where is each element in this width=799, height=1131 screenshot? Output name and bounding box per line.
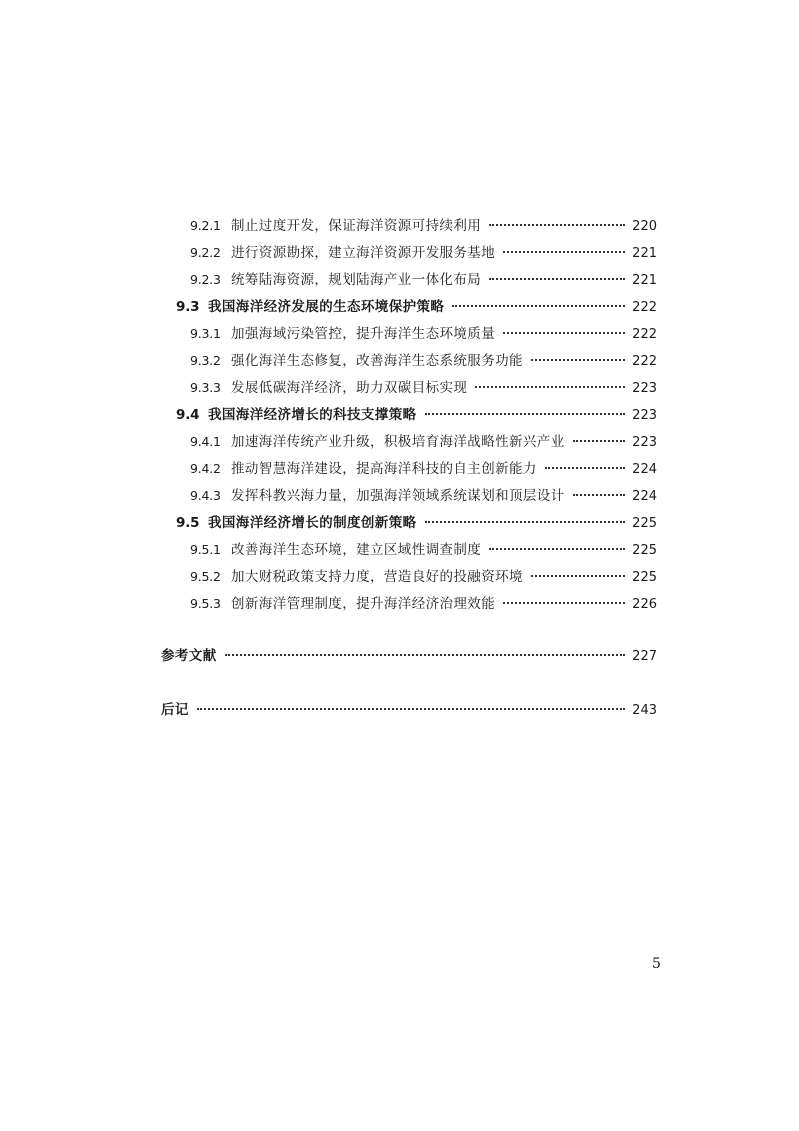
entry-page: 220 [632,219,657,234]
toc-section-9-4[interactable] [176,403,657,427]
toc-entry-9-3-1[interactable] [190,322,657,346]
dot-leader [573,440,625,442]
page-number: 5 [652,956,661,972]
dot-leader [503,602,625,604]
toc-entry-9-2-3[interactable] [190,268,657,292]
entry-title: 进行资源勘探，建立海洋资源开发服务基地 [231,245,496,261]
references-title: 参考文献 [161,648,217,664]
dot-leader [573,494,625,496]
toc-entry-9-4-2[interactable] [190,457,657,481]
toc-section-9-3[interactable] [176,295,657,319]
section-number: 9.3 [176,299,200,315]
section-title: 我国海洋经济增长的制度创新策略 [208,515,417,531]
afterword-title: 后记 [161,702,189,718]
toc-entry-9-2-2[interactable] [190,241,657,265]
entry-number: 9.3.2 [190,353,221,368]
entry-page: 221 [632,273,657,288]
toc-entry-9-5-2[interactable] [190,565,657,589]
entry-number: 9.2.3 [190,272,221,287]
entry-page: 223 [632,435,657,450]
toc-entry-9-5-1[interactable] [190,538,657,562]
toc-entry-9-3-3[interactable] [190,376,657,400]
dot-leader [503,251,625,253]
entry-title: 加大财税政策支持力度，营造良好的投融资环境 [231,569,523,585]
references-page: 227 [632,649,657,664]
section-number: 9.5 [176,515,200,531]
entry-number: 9.3.1 [190,326,221,341]
entry-title: 创新海洋管理制度，提升海洋经济治理效能 [231,596,496,612]
toc-afterword[interactable] [161,698,657,722]
dot-leader [545,467,625,469]
entry-page: 223 [632,381,657,396]
toc-entry-9-3-2[interactable] [190,349,657,373]
entry-number: 9.5.1 [190,542,221,557]
dot-leader [503,332,625,334]
entry-page: 221 [632,246,657,261]
section-page: 225 [632,516,657,531]
section-title: 我国海洋经济发展的生态环境保护策略 [208,299,445,315]
dot-leader [489,224,625,226]
entry-number: 9.4.3 [190,488,221,503]
dot-leader [425,521,626,523]
toc-section-9-5[interactable] [176,511,657,535]
entry-title: 改善海洋生态环境，建立区域性调查制度 [231,542,482,558]
section-title: 我国海洋经济增长的科技支撑策略 [208,407,417,423]
entry-page: 222 [632,354,657,369]
toc-entry-9-2-1[interactable] [190,214,657,238]
dot-leader [425,413,626,415]
entry-page: 226 [632,597,657,612]
entry-title: 强化海洋生态修复，改善海洋生态系统服务功能 [231,353,523,369]
entry-page: 222 [632,327,657,342]
entry-number: 9.2.2 [190,245,221,260]
dot-leader [197,708,625,710]
afterword-page: 243 [632,703,657,718]
dot-leader [489,278,625,280]
entry-number: 9.3.3 [190,380,221,395]
section-page: 222 [632,300,657,315]
entry-number: 9.4.1 [190,434,221,449]
entry-title: 加强海域污染管控，提升海洋生态环境质量 [231,326,496,342]
entry-page: 224 [632,462,657,477]
entry-title: 发挥科教兴海力量，加强海洋领域系统谋划和顶层设计 [231,488,565,504]
entry-number: 9.5.2 [190,569,221,584]
toc-entry-9-4-1[interactable] [190,430,657,454]
entry-number: 9.4.2 [190,461,221,476]
entry-title: 发展低碳海洋经济，助力双碳目标实现 [231,380,468,396]
toc-entry-9-4-3[interactable] [190,484,657,508]
dot-leader [531,575,625,577]
toc-references[interactable] [161,644,657,668]
dot-leader [531,359,625,361]
entry-title: 制止过度开发，保证海洋资源可持续利用 [231,218,482,234]
dot-leader [475,386,625,388]
dot-leader [452,305,625,307]
toc-entry-9-5-3[interactable] [190,592,657,616]
entry-title: 加速海洋传统产业升级，积极培育海洋战略性新兴产业 [231,434,565,450]
entry-page: 225 [632,570,657,585]
section-number: 9.4 [176,407,200,423]
entry-title: 统筹陆海资源，规划陆海产业一体化布局 [231,272,482,288]
entry-page: 225 [632,543,657,558]
section-page: 223 [632,408,657,423]
entry-page: 224 [632,489,657,504]
dot-leader [225,654,625,656]
entry-number: 9.5.3 [190,596,221,611]
entry-number: 9.2.1 [190,218,221,233]
dot-leader [489,548,625,550]
entry-title: 推动智慧海洋建设，提高海洋科技的自主创新能力 [231,461,537,477]
